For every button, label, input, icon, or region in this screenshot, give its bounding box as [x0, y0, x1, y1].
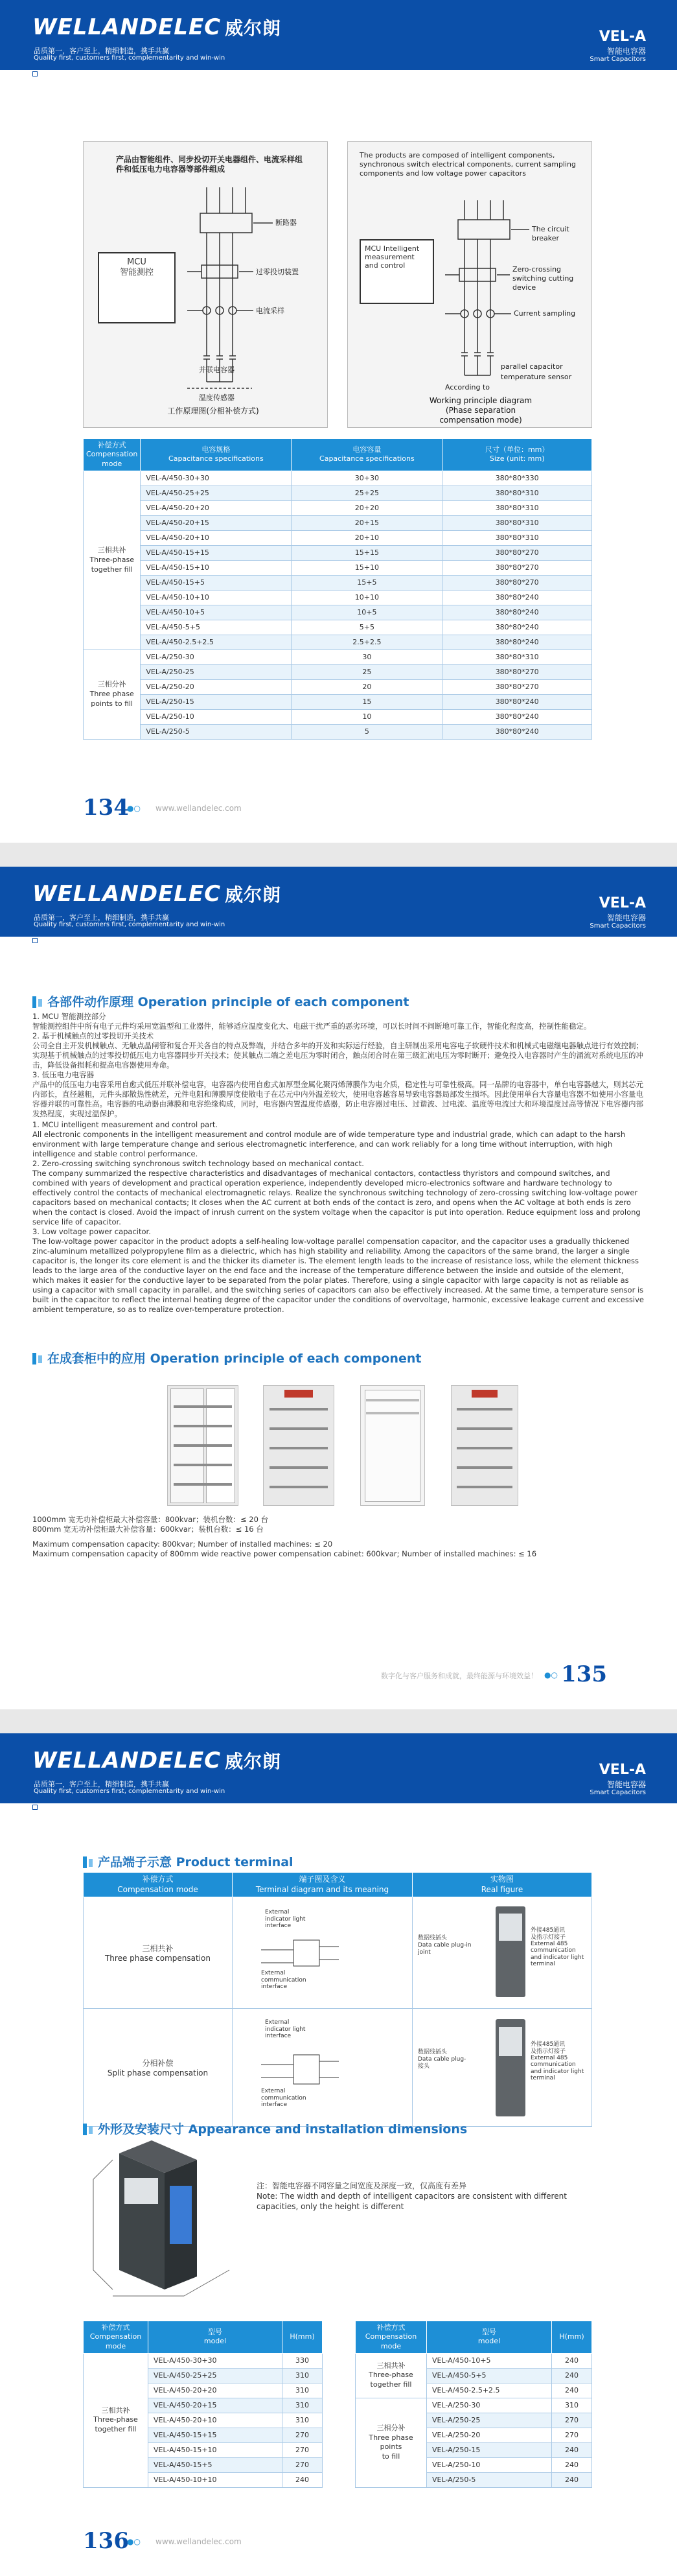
size-cell: 380*80*270 [442, 679, 592, 694]
zero-label-en: Zero-crossing switching cutting device [512, 265, 574, 292]
ext-light-label-2: External indicator light interface [265, 2019, 306, 2039]
diagram-cn-title: 产品由智能组件、同步投切开关电器组件、电流采样组件和低压电力电容器等部件组成 [116, 155, 303, 174]
page-footer [0, 2528, 677, 2554]
current-label: 电流采样 [256, 307, 284, 315]
mode-cell: 三相分补 Three phase points to fill [356, 2398, 427, 2487]
height-cell: 240 [552, 2383, 592, 2398]
product-model: VEL-A [599, 1762, 646, 1778]
product-model: VEL-A [599, 29, 646, 45]
brand-logo: WELLANDELEC 威尔朗 [32, 1748, 282, 1774]
tagline-cn: 品质第一，客户至上，精细制造，携手共赢 [34, 47, 169, 55]
model-cell: VEL-A/250-20 [427, 2428, 552, 2442]
size-cell: 380*80*240 [442, 709, 592, 724]
table-row [84, 694, 592, 709]
th-model-left: 型号 model [148, 2321, 282, 2354]
th-mode-right: 补偿方式 Compensation mode [356, 2321, 427, 2354]
table-row [84, 560, 592, 575]
th-term-mode: 补偿方式 Compensation mode [84, 1873, 233, 1897]
term-diagram-1 [233, 1897, 413, 2009]
paragraph: 公司全自主开发机械触点、无触点晶闸管和复合开关各自的特点及弊端，并结合多年的开发和实际运行经验，自主研制出采用电容电子软硬件技术和机械式电磁继电器触点进行有效控制；实现基于机械触点的过零投切低压电力电容器同步开关技术；使其触点二端之差电压为零时闭合，触点闭合时在第三级汇流电压为零时断开；避免投入电容器时产生的涌流对系统电压的冲击，降低设备损耗和提高电容器使用寿命。 [32, 1041, 643, 1070]
term-figure-2 [413, 2009, 592, 2127]
table-row [84, 724, 592, 739]
terminal-row [84, 2009, 592, 2127]
th-capacity: 电容容量 Capacitance specifications [292, 439, 442, 471]
th-size: 尺寸（单位：mm） Size (unit: mm) [442, 439, 592, 471]
model-cell: VEL-A/250-25 [141, 664, 292, 679]
model-cell: VEL-A/450-15+15 [141, 545, 292, 560]
model-cell: VEL-A/450-20+20 [148, 2383, 282, 2398]
height-cell: 240 [552, 2472, 592, 2487]
model-cell: VEL-A/450-2.5+2.5 [141, 635, 292, 650]
size-cell: 380*80*240 [442, 590, 592, 605]
model-cell: VEL-A/450-25+25 [148, 2368, 282, 2383]
table-row [84, 530, 592, 545]
height-cell: 270 [282, 2428, 323, 2442]
size-cell: 380*80*240 [442, 724, 592, 739]
model-cell: VEL-A/450-15+5 [141, 575, 292, 590]
height-cell: 330 [282, 2353, 323, 2368]
tagline-en: Quality first, customers first, complementarity and win-win [34, 54, 225, 62]
th-term-diagram: 端子图及含义 Terminal diagram and its meaning [233, 1873, 413, 1897]
table-row [356, 2353, 592, 2368]
capacity-cell: 10 [292, 709, 442, 724]
page-136 [0, 1733, 677, 2576]
mode-cell: 三相分补 Three phase points to fill [84, 650, 141, 739]
model-cell: VEL-A/450-20+20 [141, 500, 292, 515]
table-row [84, 664, 592, 679]
according-label: According to [445, 383, 490, 392]
model-cell: VEL-A/250-30 [427, 2398, 552, 2413]
section-appearance: 外形及安装尺寸 Appearance and installation dimensions [83, 2120, 467, 2137]
table-row [84, 575, 592, 590]
cabinet-photo-1 [167, 1385, 238, 1506]
model-cell: VEL-A/250-5 [141, 724, 292, 739]
model-cell: VEL-A/450-10+10 [148, 2472, 282, 2487]
model-cell: VEL-A/250-15 [141, 694, 292, 709]
parallel-label-en: parallel capacitor [501, 362, 563, 371]
size-cell: 380*80*270 [442, 664, 592, 679]
capacity-cell: 15+15 [292, 545, 442, 560]
height-cell: 310 [282, 2383, 323, 2398]
capacity-cell: 15 [292, 694, 442, 709]
model-cell: VEL-A/450-5+5 [141, 620, 292, 635]
diagram-en-caption: Working principle diagram (Phase separation compensation mode) [429, 396, 533, 425]
size-cell: 380*80*270 [442, 575, 592, 590]
th-h-right: H(mm) [552, 2321, 592, 2354]
page-134 [0, 0, 677, 843]
size-cell: 380*80*270 [442, 545, 592, 560]
website[interactable]: www.wellandelec.com [155, 804, 242, 813]
brand-logo: WELLANDELEC 威尔朗 [32, 881, 282, 907]
model-cell: VEL-A/450-15+10 [148, 2442, 282, 2457]
parallel-label: 并联电容器 [199, 366, 235, 374]
principle-text-en [32, 1120, 645, 1315]
device-photo-1 [496, 1906, 525, 1997]
corner-square-icon [32, 71, 38, 76]
th-term-figure: 实物图 Real figure [413, 1873, 592, 1897]
term-mode-1: 三相共补 Three phase compensation [84, 1897, 233, 2009]
working-diagram-en [347, 141, 592, 428]
model-cell: VEL-A/450-10+5 [141, 605, 292, 620]
working-diagram-cn [83, 141, 328, 428]
table-row [84, 679, 592, 694]
mcu-box: MCU 智能测控 [98, 252, 176, 323]
size-cell: 380*80*240 [442, 605, 592, 620]
capacity-cell: 15+10 [292, 560, 442, 575]
table-row [84, 620, 592, 635]
temp-label-en: temperature sensor [501, 373, 572, 381]
spec-table [83, 438, 592, 740]
capacity-cell: 25+25 [292, 486, 442, 500]
principle-text [32, 1012, 645, 1315]
tagline-en: Quality first, customers first, complementarity and win-win [34, 1788, 225, 1795]
capacity-en-1: Maximum compensation capacity: 800kvar; Number of installed machines: ≤ 20 [32, 1540, 333, 1549]
footer-dots-icon: ●○ [544, 1670, 558, 1680]
footer-dots-icon: ●○ [127, 2537, 141, 2546]
paragraph: 1. MCU intelligent measurement and control part. [32, 1120, 218, 1129]
model-cell: VEL-A/250-25 [427, 2413, 552, 2428]
paragraph: 3. Low voltage power capacitor. [32, 1227, 151, 1236]
website[interactable]: www.wellandelec.com [155, 2537, 242, 2546]
table-row [84, 635, 592, 650]
ext-comm-label-2: External communication interface [261, 2088, 306, 2108]
model-cell: VEL-A/250-5 [427, 2472, 552, 2487]
table-row [84, 590, 592, 605]
tagline-en: Quality first, customers first, complementarity and win-win [34, 921, 225, 928]
paragraph: 产品中的低压电力电容采用自愈式低压并联补偿电容，电容器内使用自愈式加厚型金属化聚丙烯薄膜作为电介质，稳定性与可靠性极高。同一品牌的电容器中，单台电容器越大，则其芯元内部长，直径越粗，元件头部散热性就差，元件电阻和薄膜厚度使散电子在芯元中内外温差较大，使用电容越容易导致电容器局部发生损坏。因此使用单台大容量电容器不如使用小容量电容器并联的可靠性高。电容器的电动器由薄膜和电容绝缘构成，同时，电容器内置温度传感器，防止电容器过电压、过谐波、过电流、温度等电流过大和环境温度过高等情况下电容器内部发热程度，实现过温保护。 [32, 1080, 643, 1118]
table-row [84, 650, 592, 664]
breaker-label: 断路器 [275, 218, 297, 227]
section-operation-principle: 各部件动作原理 Operation principle of each component [32, 992, 409, 1010]
paragraph: The low-voltage power capacitor in the product adopts a self-healing low-voltage parallel compensation capacitor, and the capacitor uses a gradually thickened zinc-aluminum metallized polypropylene film as a dielectric, which has high stability and reliability. Among the capacitors of the same brand, the larger a single capacitor is, the longer its core element is and the thicker its diameter is. The element length leads to the increase of resistance loss, while the element thickness leads to the large area of the conductive layer on the end face and the increase of the temperature difference between the inside and outside of the element, which makes it easier for the conductive layer to be separated from the polar plates. Therefore, using a single capacitor with large capacity is not as reliable as using a capacitor with small capacity in parallel, and the switching series of capacitors can also be effectively increased. At the same time, a temperature sensor is built in the capacitor to reflect the internal heating degree of the capacitor under the conditions of overvoltage, harmonic, excessive leakage current and excessive ambient temperature, so as to realize over-temperature protection. [32, 1237, 644, 1314]
model-cell: VEL-A/250-15 [427, 2442, 552, 2457]
term-diagram-2 [233, 2009, 413, 2127]
height-cell: 310 [282, 2413, 323, 2428]
term-mode-2: 分相补偿 Split phase compensation [84, 2009, 233, 2127]
diagram-cn-caption: 工作原理图(分相补偿方式) [167, 406, 259, 416]
capacity-cell: 5+5 [292, 620, 442, 635]
section-cabinet-application: 在成套柜中的应用 Operation principle of each component [32, 1349, 421, 1366]
category-cn: 智能电容器 [606, 1780, 646, 1789]
capacity-cell: 2.5+2.5 [292, 635, 442, 650]
model-cell: VEL-A/250-20 [141, 679, 292, 694]
model-cell: VEL-A/450-30+30 [148, 2353, 282, 2368]
cabinet-photo-2 [263, 1385, 334, 1506]
model-cell: VEL-A/450-15+5 [148, 2457, 282, 2472]
size-cell: 380*80*270 [442, 560, 592, 575]
capacity-cell: 5 [292, 724, 442, 739]
height-cell: 310 [282, 2368, 323, 2383]
product-model: VEL-A [599, 895, 646, 911]
page-header [0, 1733, 677, 1811]
table-row [84, 709, 592, 724]
model-cell: VEL-A/450-25+25 [141, 486, 292, 500]
model-cell: VEL-A/250-30 [141, 650, 292, 664]
dimension-table-right [355, 2321, 592, 2488]
capacity-info [32, 1515, 536, 1559]
corner-square-icon [32, 1805, 38, 1810]
size-cell: 380*80*310 [442, 530, 592, 545]
model-cell: VEL-A/450-15+15 [148, 2428, 282, 2442]
category-cn: 智能电容器 [606, 47, 646, 56]
spec-table-body [84, 471, 592, 739]
mode-cell: 三相共补 Three-phase together fill [356, 2353, 427, 2398]
category-en: Smart Capacitors [590, 1789, 646, 1796]
capacity-cell: 30 [292, 650, 442, 664]
section-product-terminal: 产品端子示意 Product terminal [83, 1853, 293, 1870]
table-row [356, 2398, 592, 2413]
temp-label: 温度传感器 [199, 393, 235, 402]
paragraph: All electronic components in the intelligent measurement and control module are of wide temperature type and industrial grade, which can adapt to the harsh environment with large temperature change and serious electromagnetic interference, and can work reliably for a long time without interruption, with high intelligence and stable control performance. [32, 1130, 626, 1158]
model-cell: VEL-A/450-10+5 [427, 2353, 552, 2368]
height-cell: 310 [552, 2398, 592, 2413]
terminal-row [84, 1897, 592, 2009]
mcu-box-en: MCU Intelligent measurement and control [360, 239, 434, 304]
size-cell: 380*80*310 [442, 650, 592, 664]
height-cell: 240 [552, 2368, 592, 2383]
note-cn: 注：智能电容器不同容量之间宽度及深度一致，仅高度有差异 [257, 2181, 467, 2190]
table-row [84, 545, 592, 560]
page-footer [0, 795, 677, 821]
breaker-label-en: The circuit breaker [532, 225, 569, 242]
joint-label-2: 数据线插头 Data cable plug- 接头 [418, 2049, 466, 2070]
height-cell: 240 [552, 2457, 592, 2472]
th-mode: 补偿方式 Compensation mode [84, 439, 141, 471]
model-cell: VEL-A/250-10 [427, 2457, 552, 2472]
mode-cell: 三相共补 Three-phase together fill [84, 471, 141, 650]
page-header [0, 867, 677, 944]
diagram-en-title: The products are composed of intelligent components, synchronous switch electrical components, current sampling components and low voltage power capacitors [360, 151, 576, 178]
height-cell: 310 [282, 2398, 323, 2413]
paragraph: 智能测控组件中所有电子元件均采用宽温型和工业器件，能够适应温度变化大、电磁干扰严重的恶劣环境，可以长时间不间断地可靠工作，智能化程度高，控制性能稳定。 [32, 1022, 591, 1031]
page-135 [0, 867, 677, 1709]
height-cell: 240 [552, 2353, 592, 2368]
capacity-cn-2: 800mm 宽无功补偿柜最大补偿容量：600kvar；装机台数：≤ 16 台 [32, 1525, 264, 1534]
cabinet-photo-4 [451, 1385, 518, 1506]
capacity-cell: 25 [292, 664, 442, 679]
terminal-table [83, 1872, 592, 2127]
height-cell: 270 [282, 2442, 323, 2457]
table-row [84, 605, 592, 620]
height-cell: 270 [282, 2457, 323, 2472]
capacity-cell: 20+15 [292, 515, 442, 530]
model-cell: VEL-A/450-20+10 [141, 530, 292, 545]
paragraph: 3. 低压电力电容器 [32, 1070, 95, 1079]
height-cell: 270 [552, 2428, 592, 2442]
capacity-cell: 10+5 [292, 605, 442, 620]
page-number: 136 [83, 2528, 129, 2554]
capacity-cell: 20 [292, 679, 442, 694]
table-row [84, 515, 592, 530]
mode-cell: 三相共补 Three-phase together fill [84, 2353, 148, 2487]
capacitor-product-svg [87, 2140, 242, 2302]
brand-logo: WELLANDELEC 威尔朗 [32, 14, 282, 40]
category-cn: 智能电容器 [606, 913, 646, 922]
current-label-en: Current sampling [514, 309, 576, 318]
table-row [84, 471, 592, 486]
size-cell: 380*80*240 [442, 620, 592, 635]
model-cell: VEL-A/450-30+30 [141, 471, 292, 486]
port-label-1: 外接485通讯 及指示灯接子 External 485 communication and indicator light terminal [531, 1927, 584, 1967]
size-cell: 380*80*310 [442, 486, 592, 500]
capacity-cell: 20+20 [292, 500, 442, 515]
principle-text-cn [32, 1012, 645, 1119]
footer-dots-icon: ●○ [127, 804, 141, 813]
dimension-table-left [83, 2321, 323, 2488]
model-cell: VEL-A/450-15+10 [141, 560, 292, 575]
size-cell: 380*80*240 [442, 635, 592, 650]
note-en: Note: The width and depth of intelligent capacitors are consistent with different capacities, only the height is different [257, 2192, 567, 2211]
category-en: Smart Capacitors [590, 922, 646, 930]
paragraph: The company summarized the respective characteristics and disadvantages of mechanical contactors, contactless thyristors and compound switches, and combined with years of development and practical operation experience, independently developed micro-electronics software and hardware technology to effectively control the contacts of mechanical electromagnetic relays. Realize the synchronous switching technology of zero-crossing switching low-voltage power capacitors based on mechanical contacts; It closes when the AC current at both ends of the contact is zero, and opens when the AC voltage at both ends is zero when the contact is closed. Avoid the impact of inrush current on the system voltage when the capacitor is put into operation. Reduce equipment loss and prolong service life of capacitor. [32, 1169, 641, 1226]
model-cell: VEL-A/450-2.5+2.5 [427, 2383, 552, 2398]
term-figure-1 [413, 1897, 592, 2009]
category-en: Smart Capacitors [590, 56, 646, 63]
joint-label-1: 数据线插头 Data cable plug-in joint [418, 1935, 472, 1956]
dimension-table-left-body [84, 2353, 323, 2487]
page-footer [0, 1661, 677, 1687]
paragraph: 2. 基于机械触点的过零投切开关技术 [32, 1031, 154, 1040]
model-cell: VEL-A/450-20+10 [148, 2413, 282, 2428]
capacity-en-2: Maximum compensation capacity of 800mm wide reactive power compensation cabinet: 600kvar; Number of installed machines: ≤ 16 [32, 1549, 537, 1558]
zero-label: 过零投切装置 [256, 268, 299, 276]
dimension-table-right-body [356, 2353, 592, 2487]
page-header [0, 0, 677, 78]
dimension-note [257, 2181, 593, 2212]
page-number: 134 [83, 795, 129, 821]
model-cell: VEL-A/450-20+15 [141, 515, 292, 530]
paragraph: 1. MCU 智能测控部分 [32, 1012, 106, 1021]
size-cell: 380*80*240 [442, 694, 592, 709]
model-cell: VEL-A/450-10+10 [141, 590, 292, 605]
capacity-cn-1: 1000mm 宽无功补偿柜最大补偿容量：800kvar；装机台数：≤ 20 台 [32, 1515, 269, 1524]
size-cell: 380*80*330 [442, 471, 592, 486]
th-model-right: 型号 model [427, 2321, 552, 2354]
table-row [84, 2353, 323, 2368]
paragraph: 2. Zero-crossing switching synchronous switch technology based on mechanical contact. [32, 1159, 364, 1168]
cabinet-photo-3 [360, 1385, 425, 1506]
capacity-cell: 30+30 [292, 471, 442, 486]
th-h-left: H(mm) [282, 2321, 323, 2354]
footer-slogan: 数字化与客户服务和成就，最终能源与环境效益！ [381, 1672, 538, 1680]
ext-light-label-1: External indicator light interface [265, 1909, 306, 1929]
device-photo-2 [496, 2019, 525, 2116]
port-label-2: 外接485通讯 及指示灯接子 External 485 communication and indicator light terminal [531, 2041, 584, 2081]
corner-square-icon [32, 938, 38, 943]
height-cell: 240 [552, 2442, 592, 2457]
ext-comm-label-1: External communication interface [261, 1970, 306, 1990]
size-cell: 380*80*310 [442, 515, 592, 530]
height-cell: 240 [282, 2472, 323, 2487]
capacity-cell: 10+10 [292, 590, 442, 605]
tagline-cn: 品质第一，客户至上，精细制造，携手共赢 [34, 1780, 169, 1788]
tagline-cn: 品质第一，客户至上，精细制造，携手共赢 [34, 913, 169, 922]
page-number: 135 [561, 1661, 607, 1687]
height-cell: 270 [552, 2413, 592, 2428]
th-mode-left: 补偿方式 Compensation mode [84, 2321, 148, 2354]
size-cell: 380*80*310 [442, 500, 592, 515]
capacity-cell: 20+10 [292, 530, 442, 545]
table-row [84, 500, 592, 515]
capacity-cell: 15+5 [292, 575, 442, 590]
model-cell: VEL-A/450-5+5 [427, 2368, 552, 2383]
th-spec: 电容规格 Capacitance specifications [141, 439, 292, 471]
table-row [84, 486, 592, 500]
model-cell: VEL-A/250-10 [141, 709, 292, 724]
model-cell: VEL-A/450-20+15 [148, 2398, 282, 2413]
